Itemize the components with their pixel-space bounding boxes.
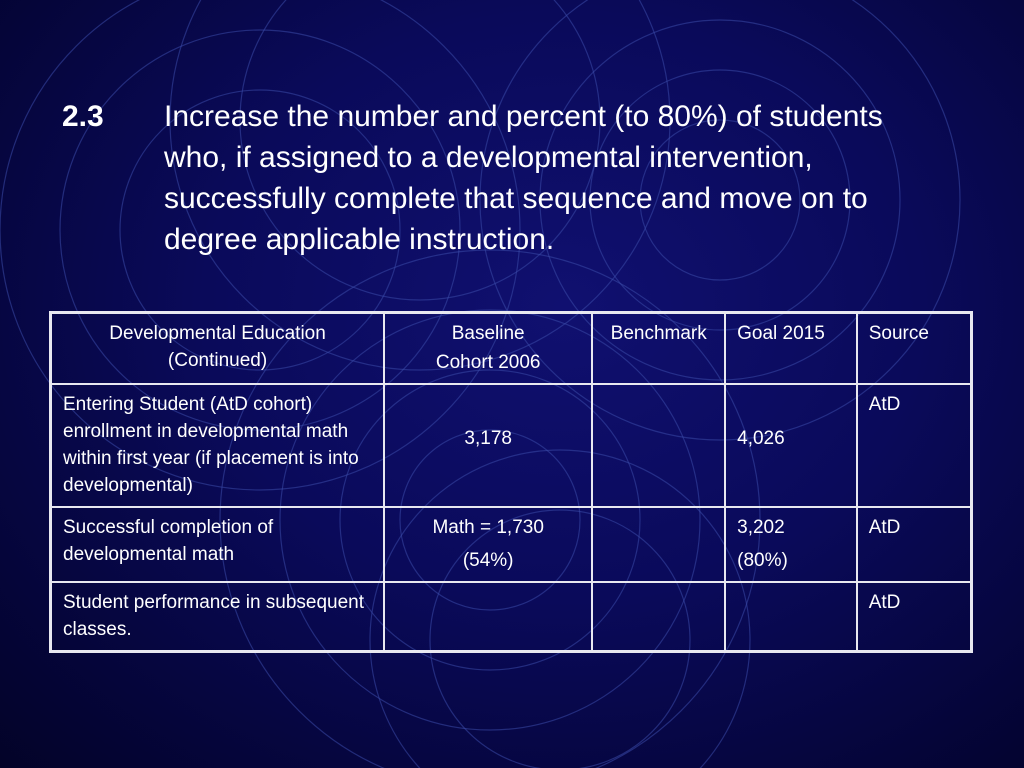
baseline-value: Math = 1,730: [432, 517, 544, 538]
data-table: [49, 311, 973, 653]
section-number: 2.3: [62, 100, 104, 133]
baseline-cell: [384, 384, 592, 507]
benchmark-cell: [592, 507, 725, 582]
goal-cell: [725, 582, 857, 652]
header-baseline: [384, 313, 592, 385]
baseline-percent: (54%): [462, 550, 514, 571]
source-cell: AtD: [857, 582, 972, 652]
goal-percent: (80%): [737, 550, 788, 571]
baseline-cell: [384, 582, 592, 652]
benchmark-cell: [592, 582, 725, 652]
header-goal: Goal 2015: [725, 313, 857, 385]
table-header-row: [51, 313, 972, 385]
row-label: Successful completion of developmental math: [51, 507, 385, 582]
row-label: Entering Student (AtD cohort) enrollment in developmental math within first year (if placement is into developmental): [51, 384, 385, 507]
goal-cell: [725, 507, 857, 582]
table-row: [51, 507, 972, 582]
goal-cell: [725, 384, 857, 507]
table-row: [51, 582, 972, 652]
header-category: Developmental Education (Continued): [51, 313, 385, 385]
table-row: [51, 384, 972, 507]
row-label: Student performance in subsequent classes.: [51, 582, 385, 652]
header-source: Source: [857, 313, 972, 385]
baseline-cell: [384, 507, 592, 582]
source-cell: AtD: [857, 507, 972, 582]
goal-value: 4,026: [737, 428, 785, 449]
baseline-value: 3,178: [464, 428, 512, 449]
benchmark-cell: [592, 384, 725, 507]
source-cell: AtD: [857, 384, 972, 507]
header-baseline-line1: Baseline: [451, 323, 525, 344]
header-baseline-line2: Cohort 2006: [435, 352, 541, 373]
objective-text: Increase the number and percent (to 80%) of students who, if assigned to a developmental intervention, successfully complete that sequence and move on to degree applicable instruction.: [164, 100, 883, 256]
header-benchmark: Benchmark: [592, 313, 725, 385]
goal-value: 3,202: [737, 517, 785, 538]
